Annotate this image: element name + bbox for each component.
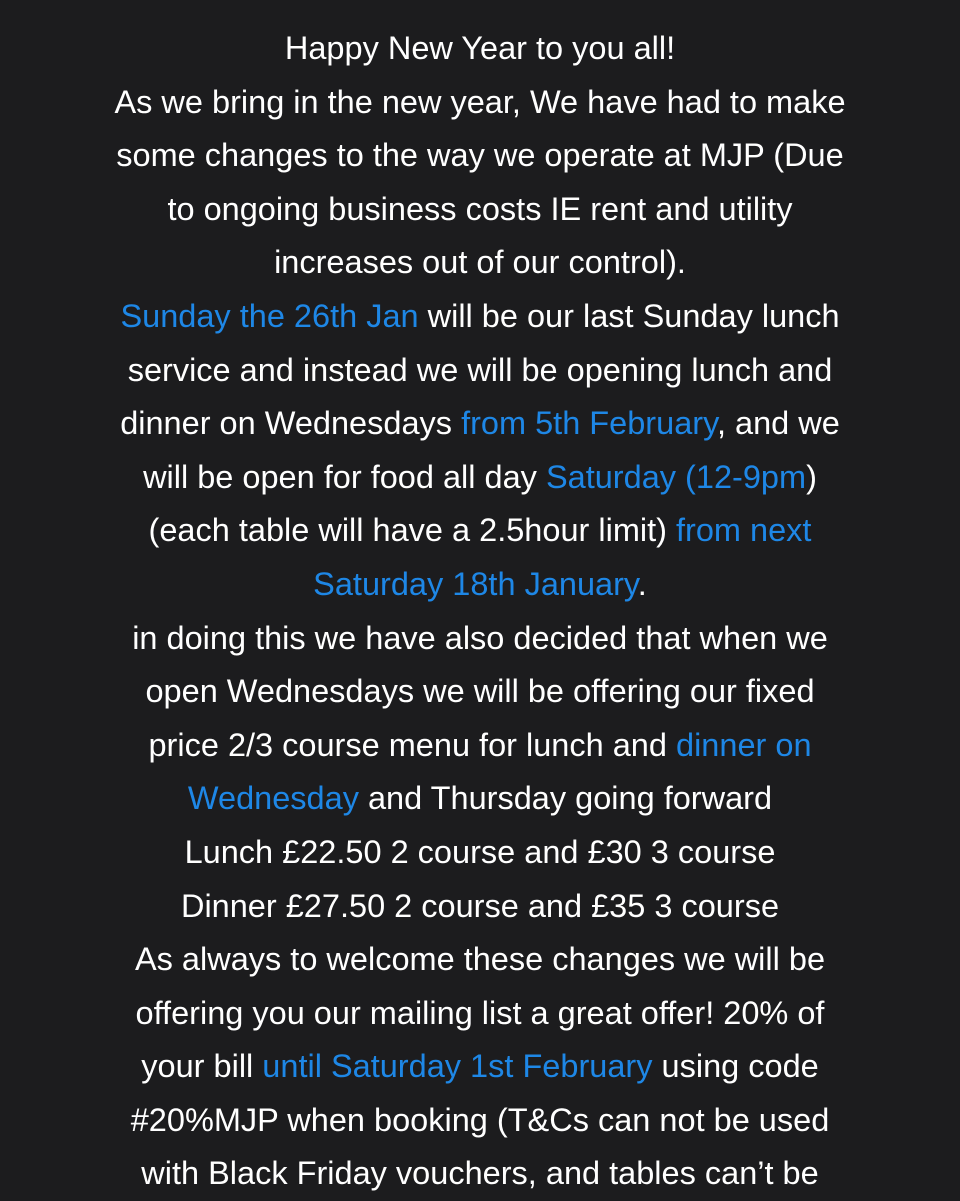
note-line	[0, 183, 960, 237]
note-text-segment: , and we	[716, 405, 840, 442]
note-line	[0, 236, 960, 290]
note-text-segment: #20%MJP when booking (T&Cs can not be used	[130, 1101, 830, 1138]
note-text-segment: some changes to the way we operate at MJP (Due	[116, 137, 844, 174]
note-line	[0, 1040, 960, 1094]
note-text-segment: Lunch £22.50 2 course and £30 3 course	[184, 833, 776, 870]
detected-date-link[interactable]: dinner on	[676, 726, 812, 763]
detected-date-link[interactable]: Saturday (12-9pm	[545, 458, 807, 495]
note-text-segment: .	[637, 565, 647, 602]
note-line	[0, 344, 960, 398]
note-line	[0, 397, 960, 451]
note-line	[0, 987, 960, 1041]
detected-date-link[interactable]: Saturday 18th January	[313, 565, 638, 602]
note-text-segment: As we bring in the new year, We have had to make	[114, 83, 846, 120]
note-line	[0, 22, 960, 76]
detected-date-link[interactable]: Sunday the 26th Jan	[120, 297, 419, 334]
note-text-segment: open Wednesdays we will be offering our fixed	[145, 673, 815, 710]
note-text-segment: will be open for food all day	[143, 458, 546, 495]
note-line	[0, 826, 960, 880]
note-text-segment: Happy New Year to you all!	[284, 30, 676, 66]
note-text-segment: using code	[652, 1048, 819, 1085]
note-line	[0, 129, 960, 183]
note-line	[0, 665, 960, 719]
note-line	[0, 290, 960, 344]
note-text-segment: with Black Friday vouchers, and tables can’t be	[141, 1155, 819, 1192]
note-text-body	[0, 22, 960, 1201]
note-line	[0, 772, 960, 826]
note-text-segment: dinner on Wednesdays	[120, 405, 462, 442]
note-line	[0, 933, 960, 987]
note-text-segment: service and instead we will be opening lunch and	[127, 351, 833, 388]
note-line	[0, 880, 960, 934]
note-text-segment: to ongoing business costs IE rent and utility	[167, 190, 793, 227]
note-text-segment: offering you our mailing list a great offer! 20% of	[135, 994, 825, 1031]
note-text-segment: Dinner £27.50 2 course and £35 3 course	[180, 887, 780, 924]
detected-date-link[interactable]: until Saturday 1st February	[262, 1048, 653, 1085]
note-line	[0, 558, 960, 612]
note-text-segment: your bill	[141, 1048, 263, 1085]
note-text-segment: (each table will have a 2.5hour limit)	[148, 512, 676, 549]
note-text-segment: and Thursday going forward	[358, 780, 773, 817]
detected-date-link[interactable]: Wednesday	[187, 780, 359, 817]
note-text-segment: price 2/3 course menu for lunch and	[148, 726, 676, 763]
detected-date-link[interactable]: from 5th February	[461, 405, 717, 442]
note-line	[0, 1147, 960, 1201]
note-text-segment: in doing this we have also decided that when we	[132, 619, 828, 656]
note-line	[0, 719, 960, 773]
note-line	[0, 451, 960, 505]
note-text-segment: will be our last Sunday lunch	[418, 297, 840, 334]
note-text-segment: As always to welcome these changes we will be	[134, 941, 826, 978]
note-line	[0, 1094, 960, 1148]
note-line	[0, 612, 960, 666]
note-text-segment: )	[806, 458, 817, 495]
note-text-segment: increases out of our control).	[274, 244, 686, 281]
note-line	[0, 76, 960, 130]
note-line	[0, 504, 960, 558]
detected-date-link[interactable]: from next	[676, 512, 812, 549]
